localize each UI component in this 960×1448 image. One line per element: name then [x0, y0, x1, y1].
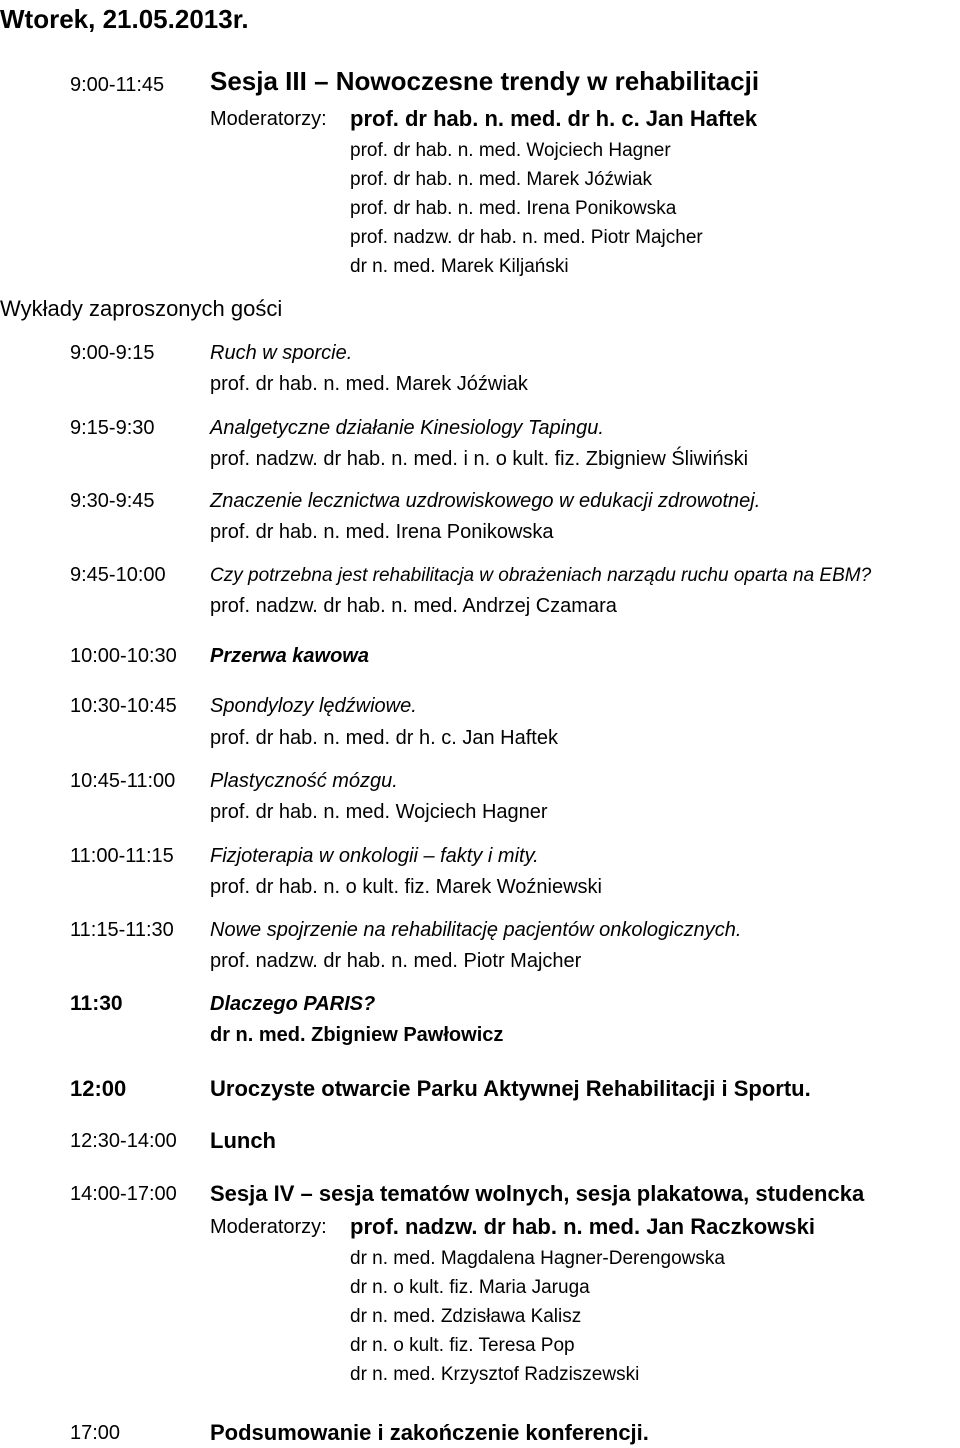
session4-title: Sesja IV – sesja tematów wolnych, sesja plakatowa, studencka	[210, 1181, 865, 1206]
lecture-title: Plastyczność mózgu.	[210, 770, 398, 792]
lecture-speaker: prof. dr hab. n. med. dr h. c. Jan Haftek	[210, 727, 558, 749]
lunch-title: Lunch	[210, 1128, 276, 1153]
session3-moderator: prof. nadzw. dr hab. n. med. Piotr Majcher	[350, 227, 703, 248]
lecture-speaker: prof. nadzw. dr hab. n. med. Andrzej Czamara	[210, 595, 617, 617]
session4-moderator: dr n. med. Zdzisława Kalisz	[350, 1306, 582, 1327]
break-time: 10:00-10:30	[70, 645, 177, 667]
session3-title: Sesja III – Nowoczesne trendy w rehabilitacji	[210, 66, 760, 96]
session4-moderators-label: Moderatorzy:	[210, 1216, 327, 1238]
lecture-title: Analgetyczne działanie Kinesiology Tapingu.	[210, 417, 604, 439]
lecture-speaker: prof. dr hab. n. med. Marek Jóźwiak	[210, 373, 528, 395]
session3-moderator: prof. dr hab. n. med. Wojciech Hagner	[350, 140, 671, 161]
lecture-speaker: prof. nadzw. dr hab. n. med. i n. o kult. fiz. Zbigniew Śliwiński	[210, 448, 749, 470]
session3-time: 9:00-11:45	[70, 74, 165, 96]
session3-moderators-label: Moderatorzy:	[210, 108, 327, 130]
lecture-speaker: dr n. med. Zbigniew Pawłowicz	[210, 1024, 504, 1046]
closing-time: 17:00	[70, 1422, 121, 1444]
session4-time: 14:00-17:00	[70, 1183, 177, 1205]
invited-lectures-heading: Wykłady zaproszonych gości	[0, 296, 283, 321]
opening-title: Uroczyste otwarcie Parku Aktywnej Rehabilitacji i Sportu.	[210, 1076, 811, 1101]
session3-moderator: prof. dr hab. n. med. Irena Ponikowska	[350, 198, 677, 219]
lecture-time: 9:30-9:45	[70, 490, 155, 512]
closing-title: Podsumowanie i zakończenie konferencji.	[210, 1420, 649, 1445]
lecture-speaker: prof. nadzw. dr hab. n. med. Piotr Majcher	[210, 950, 582, 972]
lecture-time: 10:45-11:00	[70, 770, 176, 792]
lecture-speaker: prof. dr hab. n. med. Wojciech Hagner	[210, 801, 548, 823]
lecture-time: 9:15-9:30	[70, 417, 155, 439]
lecture-time: 11:30	[70, 992, 123, 1015]
session4-moderator: dr n. o kult. fiz. Teresa Pop	[350, 1335, 575, 1356]
session4-moderator: dr n. med. Krzysztof Radziszewski	[350, 1364, 640, 1385]
session4-moderator: dr n. med. Magdalena Hagner-Derengowska	[350, 1248, 725, 1269]
page-title: Wtorek, 21.05.2013r.	[0, 4, 249, 34]
lecture-speaker: prof. dr hab. n. o kult. fiz. Marek Woźniewski	[210, 876, 603, 898]
lecture-title: Spondylozy lędźwiowe.	[210, 695, 417, 717]
lecture-title: Nowe spojrzenie na rehabilitację pacjentów onkologicznych.	[210, 919, 742, 941]
lecture-title: Fizjoterapia w onkologii – fakty i mity.	[210, 845, 539, 867]
opening-time: 12:00	[70, 1076, 127, 1101]
lecture-time: 11:00-11:15	[70, 845, 174, 867]
lecture-time: 10:30-10:45	[70, 695, 177, 717]
session3-lead-moderator: prof. dr hab. n. med. dr h. c. Jan Haftek	[350, 106, 758, 131]
session4-moderator: dr n. o kult. fiz. Maria Jaruga	[350, 1277, 590, 1298]
lunch-time: 12:30-14:00	[70, 1130, 177, 1152]
lecture-title: Czy potrzebna jest rehabilitacja w obrażeniach narządu ruchu oparta na EBM?	[210, 565, 872, 586]
lecture-time: 9:45-10:00	[70, 564, 166, 586]
lecture-speaker: prof. dr hab. n. med. Irena Ponikowska	[210, 521, 554, 543]
session3-moderator: prof. dr hab. n. med. Marek Jóźwiak	[350, 169, 653, 190]
lecture-title: Ruch w sporcie.	[210, 342, 353, 364]
coffee-break-title: Przerwa kawowa	[210, 645, 369, 667]
session3-moderator: dr n. med. Marek Kiljański	[350, 256, 569, 277]
lecture-title: Znaczenie lecznictwa uzdrowiskowego w edukacji zdrowotnej.	[210, 490, 761, 512]
lecture-time: 9:00-9:15	[70, 342, 155, 364]
lecture-title: Dlaczego PARIS?	[210, 993, 376, 1015]
lecture-time: 11:15-11:30	[70, 919, 174, 941]
session4-lead-moderator: prof. nadzw. dr hab. n. med. Jan Raczkowski	[350, 1214, 815, 1239]
